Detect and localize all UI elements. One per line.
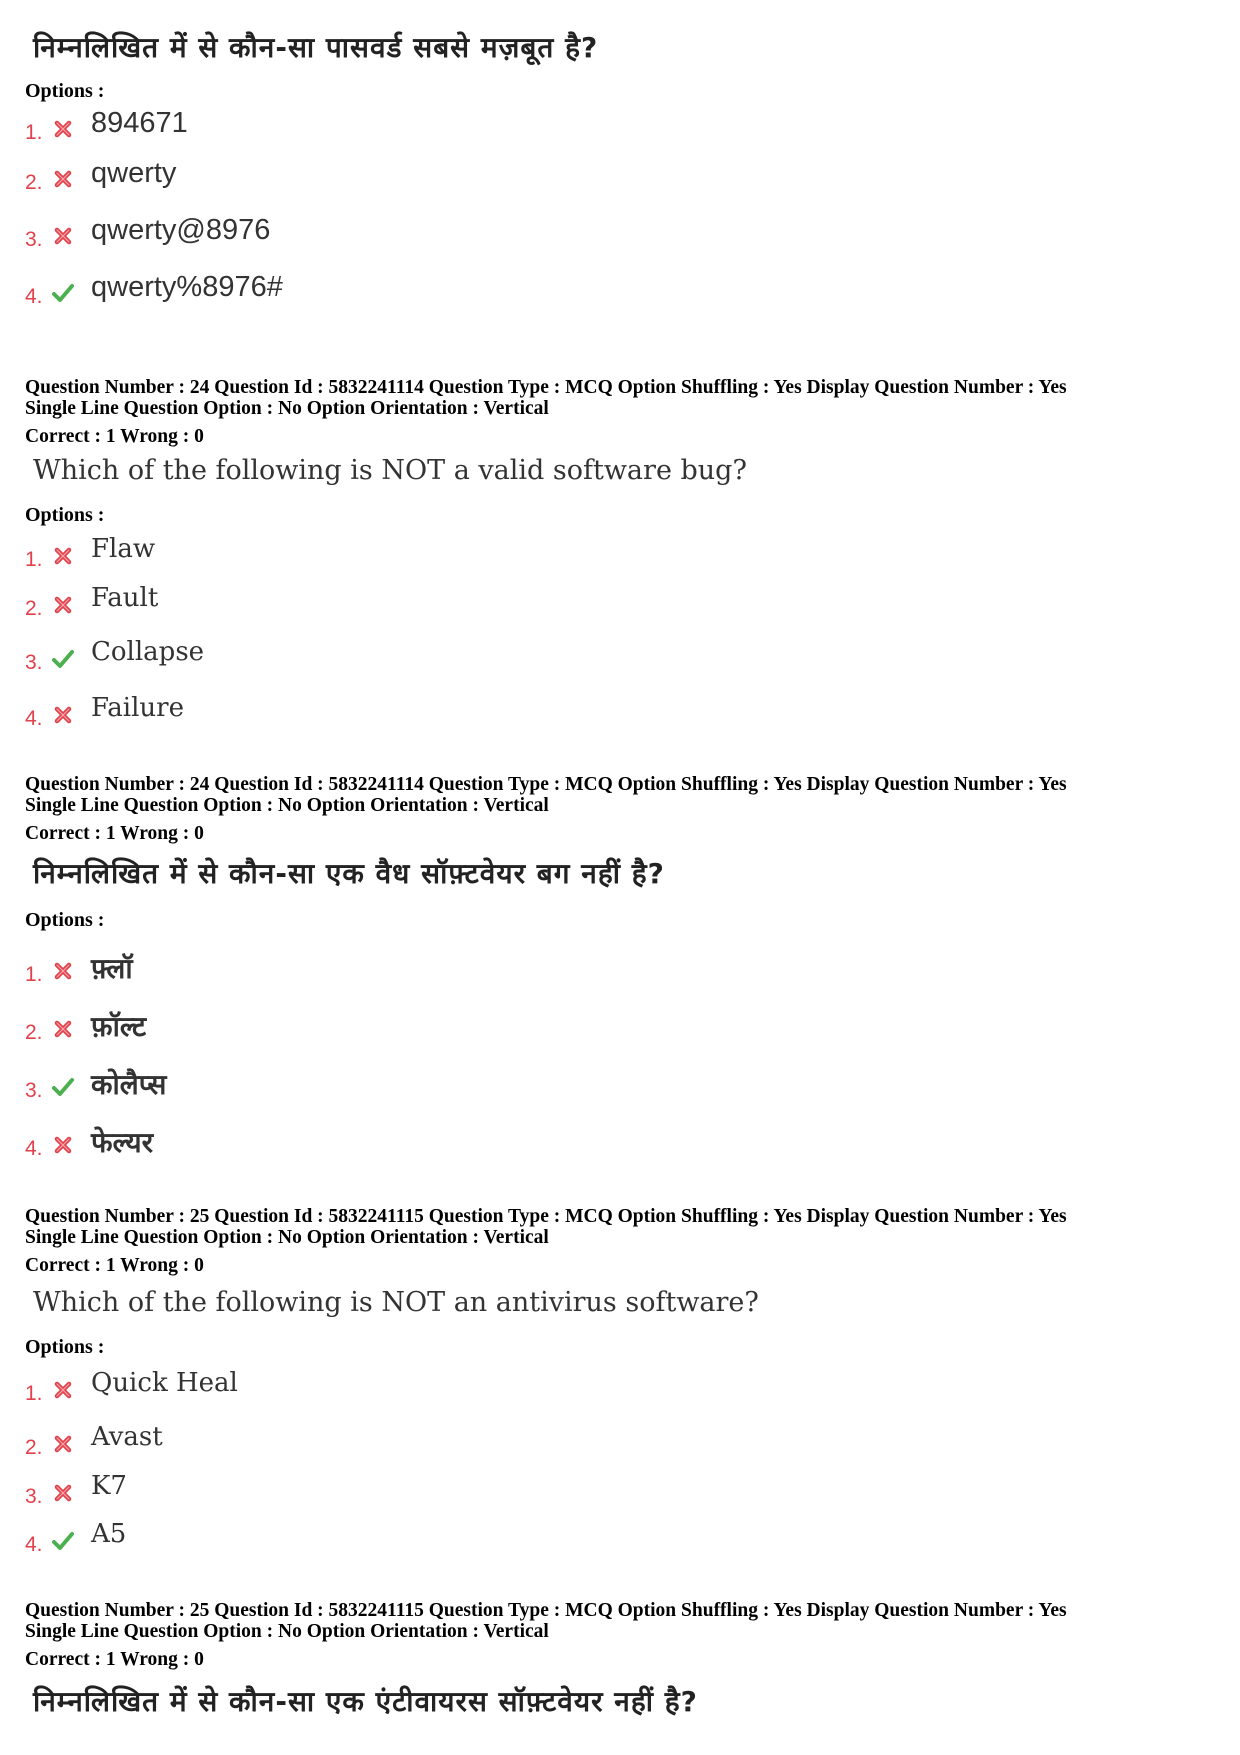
- wrong-icon: [51, 1017, 75, 1041]
- marks-info: Correct : 1 Wrong : 0: [25, 1649, 204, 1670]
- wrong-icon: [51, 1133, 75, 1157]
- wrong-icon: [51, 544, 75, 568]
- option-text: Fault: [91, 583, 159, 613]
- correct-icon: [51, 647, 75, 671]
- question-meta: Question Number : 25 Question Id : 5832241115 Question Type : MCQ Option Shuffling : Yes Display Question Number : Yes Single Line Question Option : No Option Orientation : Vertical: [25, 1206, 1067, 1248]
- wrong-icon: [51, 703, 75, 727]
- correct-icon: [51, 1075, 75, 1099]
- option-number: 1.: [25, 121, 43, 144]
- option-text: K7: [91, 1471, 127, 1501]
- question-text: निम्नलिखित में से कौन-सा पासवर्ड सबसे मज़बूत है?: [33, 31, 599, 64]
- options-label: Options :: [25, 909, 105, 931]
- option-number: 1.: [25, 1382, 43, 1405]
- wrong-icon: [51, 1432, 75, 1456]
- option-number: 4.: [25, 707, 43, 730]
- option-number: 3.: [25, 1485, 43, 1508]
- wrong-icon: [51, 1481, 75, 1505]
- wrong-icon: [51, 1378, 75, 1402]
- wrong-icon: [51, 959, 75, 983]
- option-text: qwerty@8976: [91, 214, 271, 246]
- option-number: 2.: [25, 1436, 43, 1459]
- option-number: 3.: [25, 228, 43, 251]
- marks-info: Correct : 1 Wrong : 0: [25, 1255, 204, 1276]
- correct-icon: [51, 1529, 75, 1553]
- question-text: निम्नलिखित में से कौन-सा एक वैध सॉफ़्टवेयर बग नहीं है?: [33, 857, 665, 890]
- option-number: 1.: [25, 548, 43, 571]
- option-number: 4.: [25, 285, 43, 308]
- option-text: qwerty%8976#: [91, 271, 283, 303]
- option-text: फेल्यर: [91, 1126, 154, 1159]
- options-label: Options :: [25, 1336, 105, 1358]
- question-text: Which of the following is NOT a valid software bug?: [33, 455, 747, 486]
- option-number: 4.: [25, 1533, 43, 1556]
- wrong-icon: [51, 117, 75, 141]
- option-text: Failure: [91, 693, 184, 723]
- option-number: 3.: [25, 651, 43, 674]
- options-label: Options :: [25, 504, 105, 526]
- option-text: Avast: [91, 1422, 163, 1452]
- question-text: Which of the following is NOT an antivirus software?: [33, 1287, 759, 1318]
- question-meta: Question Number : 25 Question Id : 5832241115 Question Type : MCQ Option Shuffling : Yes Display Question Number : Yes Single Line Question Option : No Option Orientation : Vertical: [25, 1600, 1067, 1642]
- option-text: कोलैप्स: [91, 1068, 167, 1101]
- option-text: 894671: [91, 107, 188, 139]
- option-text: qwerty: [91, 157, 177, 189]
- option-text: फ़्लॉ: [91, 952, 133, 985]
- option-number: 3.: [25, 1079, 43, 1102]
- question-meta: Question Number : 24 Question Id : 5832241114 Question Type : MCQ Option Shuffling : Yes Display Question Number : Yes Single Line Question Option : No Option Orientation : Vertical: [25, 377, 1067, 419]
- wrong-icon: [51, 224, 75, 248]
- option-number: 2.: [25, 171, 43, 194]
- option-text: Flaw: [91, 534, 156, 564]
- question-meta: Question Number : 24 Question Id : 5832241114 Question Type : MCQ Option Shuffling : Yes Display Question Number : Yes Single Line Question Option : No Option Orientation : Vertical: [25, 774, 1067, 816]
- question-text: निम्नलिखित में से कौन-सा एक एंटीवायरस सॉफ़्टवेयर नहीं है?: [33, 1685, 698, 1718]
- option-text: Quick Heal: [91, 1368, 238, 1398]
- option-text: फ़ॉल्ट: [91, 1010, 147, 1043]
- options-label: Options :: [25, 80, 105, 102]
- option-text: A5: [91, 1519, 127, 1549]
- option-number: 1.: [25, 963, 43, 986]
- marks-info: Correct : 1 Wrong : 0: [25, 823, 204, 844]
- marks-info: Correct : 1 Wrong : 0: [25, 426, 204, 447]
- option-number: 4.: [25, 1137, 43, 1160]
- option-number: 2.: [25, 1021, 43, 1044]
- correct-icon: [51, 281, 75, 305]
- wrong-icon: [51, 167, 75, 191]
- option-number: 2.: [25, 597, 43, 620]
- option-text: Collapse: [91, 637, 205, 667]
- wrong-icon: [51, 593, 75, 617]
